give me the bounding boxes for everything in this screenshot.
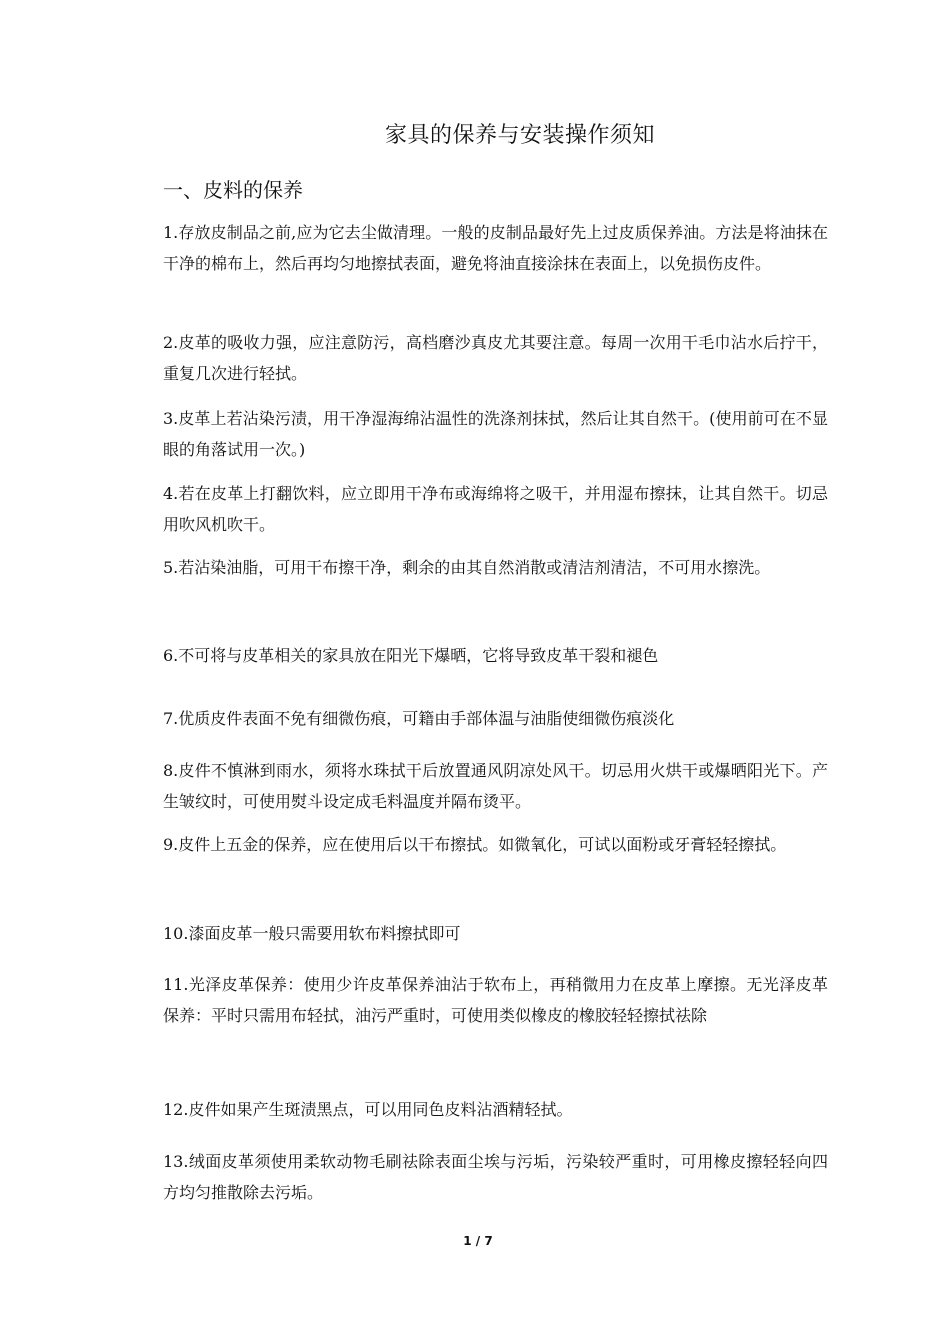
document-title: 家具的保养与安装操作须知	[384, 123, 655, 148]
paragraph-10: 10.漆面皮革一般只需要用软布料擦拭即可	[163, 924, 461, 943]
paragraph-12: 12.皮件如果产生斑渍黑点，可以用同色皮料沾酒精轻拭。	[163, 1100, 573, 1119]
paragraph-5: 5.若沾染油脂，可用干布擦干净，剩余的由其自然消散或清洁剂清洁，不可用水擦洗。	[163, 558, 771, 577]
paragraph-8: 8.皮件不慎淋到雨水，须将水珠拭干后放置通风阴凉处风干。切忌用火烘干或爆晒阳光下。产生皱纹时，可使用熨斗设定成毛料温度并隔布烫平。	[163, 761, 828, 811]
paragraph-3: 3.皮革上若沾染污渍，用干净湿海绵沾温性的洗涤剂抹拭，然后让其自然干。(使用前可在不显眼的角落试用一次。)	[163, 409, 828, 459]
paragraph-9: 9.皮件上五金的保养，应在使用后以干布擦拭。如微氧化，可试以面粉或牙膏轻轻擦拭。	[163, 835, 787, 854]
section-heading: 一、皮料的保养	[163, 178, 303, 202]
paragraph-2: 2.皮革的吸收力强，应注意防污，高档磨沙真皮尤其要注意。每周一次用干毛巾沾水后拧干，重复几次进行轻拭。	[163, 333, 828, 383]
paragraph-1: 1.存放皮制品之前,应为它去尘做清理。一般的皮制品最好先上过皮质保养油。方法是将油抹在干净的棉布上，然后再均匀地擦拭表面，避免将油直接涂抹在表面上，以免损伤皮件。	[163, 223, 828, 273]
paragraph-4: 4.若在皮革上打翻饮料，应立即用干净布或海绵将之吸干，并用湿布擦抹，让其自然干。切忌用吹风机吹干。	[163, 484, 828, 534]
paragraph-6: 6.不可将与皮革相关的家具放在阳光下爆晒，它将导致皮革干裂和褪色	[163, 646, 659, 665]
page-number: 1 / 7	[463, 1234, 493, 1248]
paragraph-13: 13.绒面皮革须使用柔软动物毛刷祛除表面尘埃与污垢，污染较严重时，可用橡皮擦轻轻向四方均匀推散除去污垢。	[163, 1152, 828, 1202]
paragraph-11: 11.光泽皮革保养：使用少许皮革保养油沾于软布上，再稍微用力在皮革上摩擦。无光泽皮革保养：平时只需用布轻拭，油污严重时，可使用类似橡皮的橡胶轻轻擦拭祛除	[163, 975, 828, 1025]
paragraph-7: 7.优质皮件表面不免有细微伤痕，可籍由手部体温与油脂使细微伤痕淡化	[163, 709, 675, 728]
